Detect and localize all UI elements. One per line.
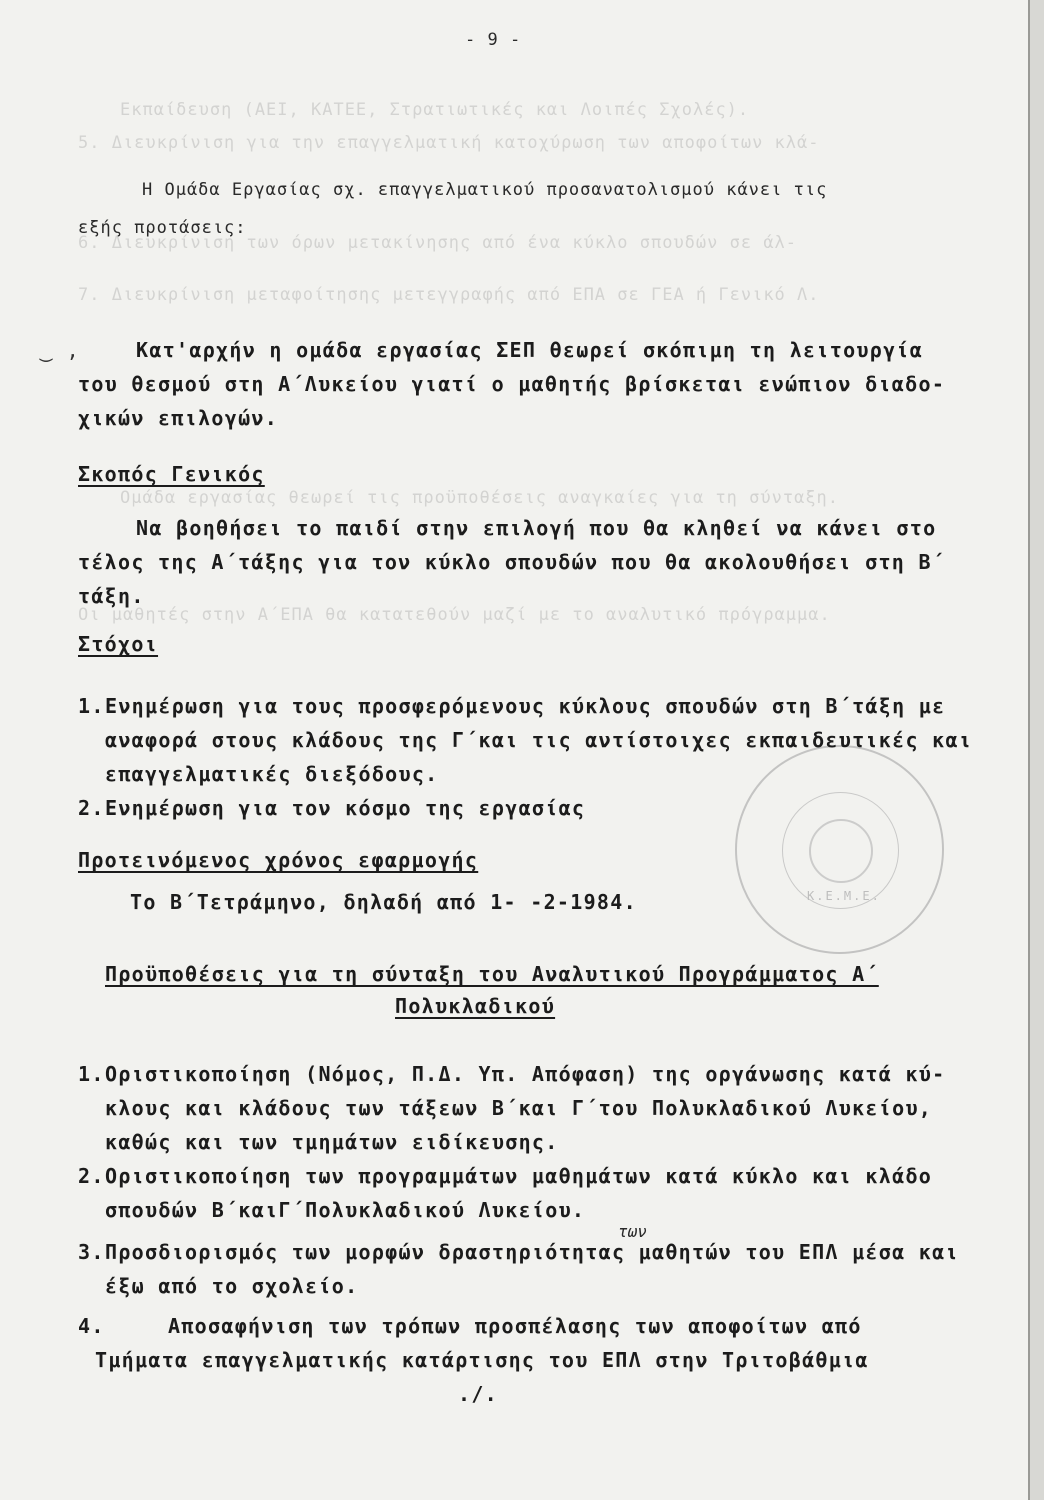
page-number: - 9 - [465, 30, 522, 50]
section-heading-objectives: Στόχοι [78, 632, 159, 656]
prerequisite-line: Οριστικοποίηση των προγραμμάτων μαθημάτων κατά κύκλο και κλάδο [105, 1164, 933, 1188]
prerequisite-number: 2. [78, 1164, 105, 1188]
general-aim-line: τάξη. [78, 584, 145, 608]
paragraph-line: Κατ'αρχήν η ομάδα εργασίας ΣΕΠ θεωρεί σκόπιμη τη λειτουργία [136, 338, 924, 362]
bleed-through-line: Ομάδα εργασίας θεωρεί τις προϋποθέσεις αναγκαίες για τη σύνταξη. [120, 488, 840, 508]
prerequisite-line: κλους και κλάδους των τάξεων Β΄και Γ΄του Πολυκλαδικού Λυκείου, [105, 1096, 933, 1120]
end-mark: ./. [458, 1382, 499, 1406]
prerequisite-line: Τμήματα επαγγελματικής κατάρτισης του ΕΠΛ στην Τριτοβάθμια [95, 1348, 869, 1372]
objective-line: Ενημέρωση για τους προσφερόμενους κύκλους σπουδών στη Β΄τάξη με [105, 694, 946, 718]
section-heading-prerequisites-cont: Πολυκλαδικού [395, 994, 556, 1018]
bleed-through-line: 6. Διευκρίνιση των όρων μετακίνησης από ένα κύκλο σπουδών σε άλ- [78, 233, 798, 253]
paragraph-line: χικών επιλογών. [78, 406, 279, 430]
stamp-seal [809, 819, 873, 883]
paragraph-line: του θεσμού στη Α΄Λυκείου γιατί ο μαθητής βρίσκεται ενώπιον διαδο- [78, 372, 946, 396]
bleed-through-line: Εκπαίδευση (ΑΕΙ, ΚΑΤΕΕ, Στρατιωτικές και Λοιπές Σχολές). [120, 100, 750, 120]
section-heading-general-aim: Σκοπός Γενικός [78, 462, 265, 486]
objective-number: 1. [78, 694, 105, 718]
prerequisite-line: Οριστικοποίηση (Νόμος, Π.Δ. Υπ. Απόφαση) της οργάνωσης κατά κύ- [105, 1062, 946, 1086]
prerequisite-number: 4. [78, 1314, 105, 1338]
intro-line: εξής προτάσεις: [78, 218, 247, 238]
prerequisite-line: Προσδιορισμός των μορφών δραστηριότητας μαθητών του ΕΠΛ μέσα και [105, 1240, 959, 1264]
intro-line: Η Ομάδα Εργασίας σχ. επαγγελματικού προσανατολισμού κάνει τις [142, 180, 828, 200]
section-heading-prerequisites: Προϋποθέσεις για τη σύνταξη του Αναλυτικού Προγράμματος Α΄ [105, 962, 879, 986]
margin-mark: ‿ , [40, 338, 81, 362]
official-stamp [735, 745, 944, 954]
objective-line: αναφορά στους κλάδους της Γ΄και τις αντίστοιχες εκπαιδευτικές και [105, 728, 973, 752]
timeframe-text: Το Β΄Τετράμηνο, δηλαδή από 1- -2-1984. [130, 890, 637, 914]
general-aim-line: τέλος της Α΄τάξης για τον κύκλο σπουδών που θα ακολουθήσει στη Β΄ [78, 550, 946, 574]
bleed-through-line: Οι μαθητές στην Α΄ΕΠΑ θα κατατεθούν μαζί με το αναλυτικό πρόγραμμα. [78, 605, 831, 625]
prerequisite-line: έξω από το σχολείο. [105, 1274, 359, 1298]
bleed-through-line: 5. Διευκρίνιση για την επαγγελματική κατοχύρωση των αποφοίτων κλά- [78, 133, 820, 153]
stamp-label: K.E.M.E. [807, 889, 881, 903]
objective-line: επαγγελματικές διεξόδους. [105, 762, 439, 786]
objective-line: Ενημέρωση για τον κόσμο της εργασίας [105, 796, 586, 820]
bleed-through-line: 7. Διευκρίνιση μεταφοίτησης μετεγγραφής από ΕΠΑ σε ΓΕΑ ή Γενικό Λ. [78, 285, 820, 305]
prerequisite-line: καθώς και των τμημάτων ειδίκευσης. [105, 1130, 559, 1154]
objective-number: 2. [78, 796, 105, 820]
prerequisite-line: σπουδών Β΄καιΓ΄Πολυκλαδικού Λυκείου. [105, 1198, 586, 1222]
section-heading-timeframe: Προτεινόμενος χρόνος εφαρμογής [78, 848, 479, 872]
general-aim-line: Να βοηθήσει το παιδί στην επιλογή που θα κληθεί να κάνει στο [136, 516, 937, 540]
prerequisite-line: Αποσαφήνιση των τρόπων προσπέλασης των αποφοίτων από [168, 1314, 862, 1338]
prerequisite-number: 3. [78, 1240, 105, 1264]
handwritten-insertion: των [618, 1222, 647, 1241]
prerequisite-number: 1. [78, 1062, 105, 1086]
